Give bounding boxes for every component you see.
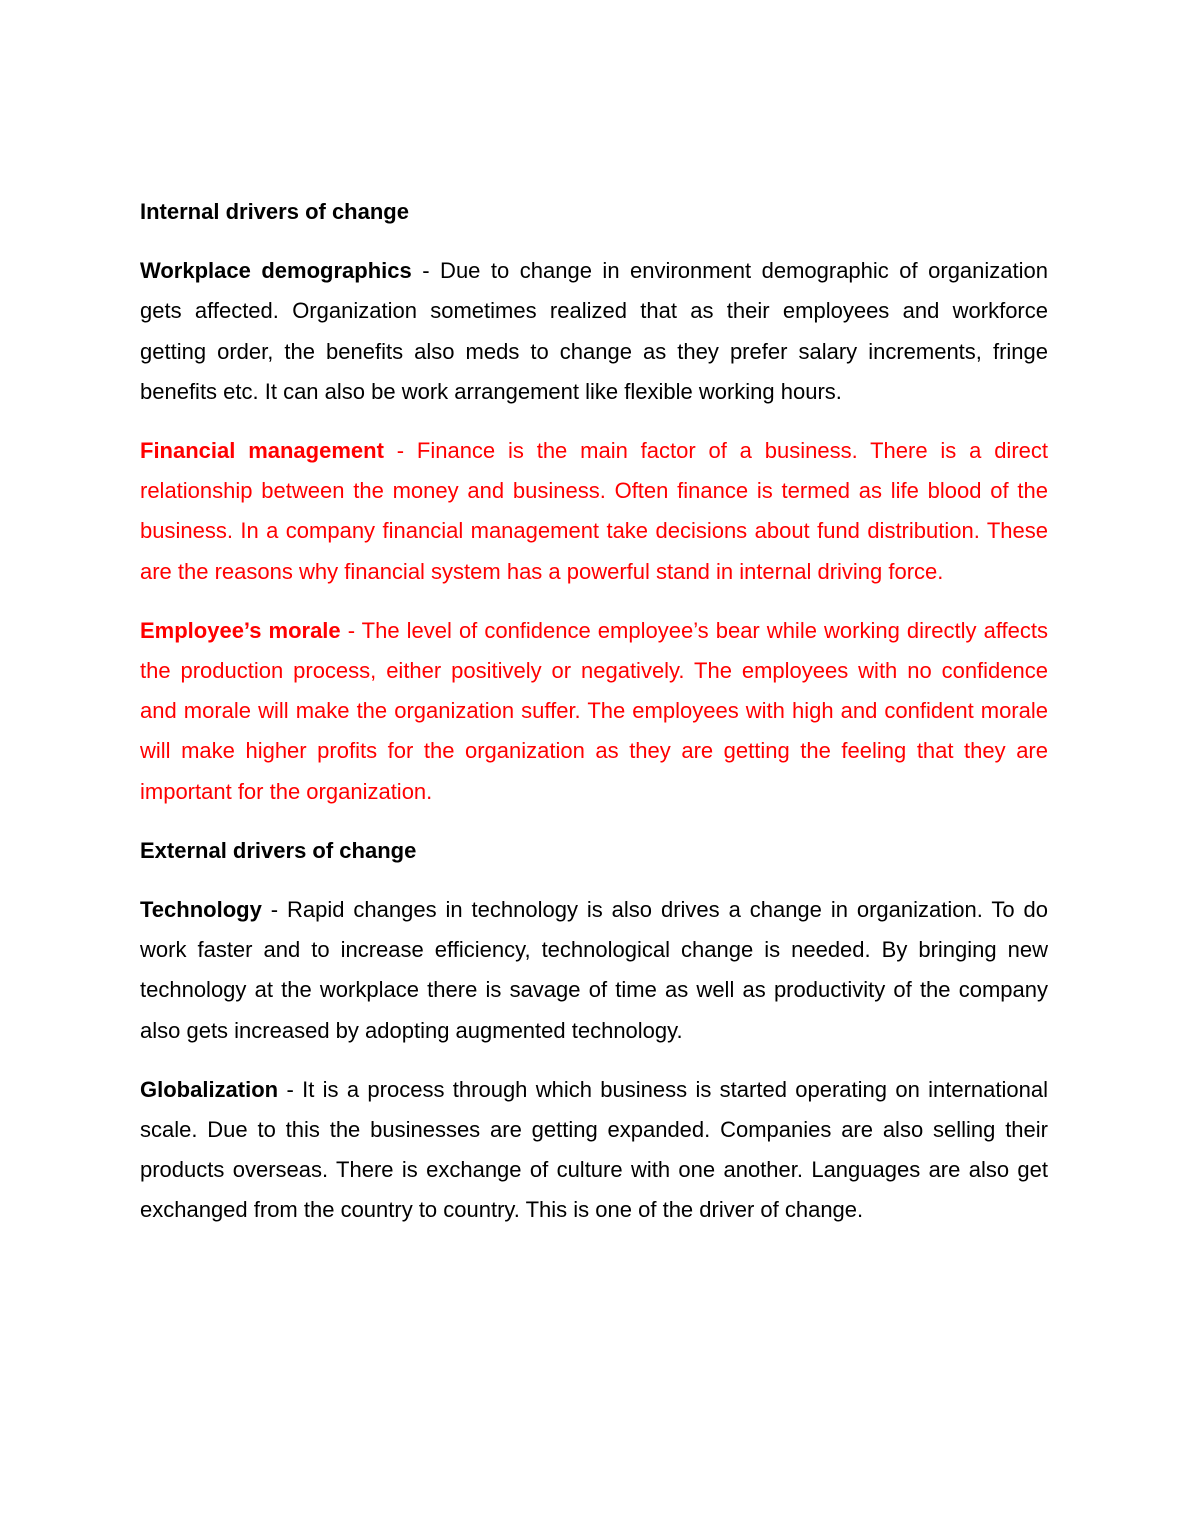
globalization-paragraph	[140, 1070, 1048, 1231]
technology-paragraph	[140, 890, 1048, 1051]
globalization-body: - It is a process through which business is started operating on international scale. Due to this the businesses are getting expanded. Companies are also selling their products overseas. There is exchange of culture with one another. Languages are also get exchanged from the country to country. This is one of the driver of change.	[140, 1076, 1048, 1223]
workplace-demographics-term: Workplace demographics	[140, 258, 412, 284]
employee-morale-paragraph	[140, 611, 1048, 812]
financial-management-paragraph	[140, 431, 1048, 592]
financial-management-body: - Finance is the main factor of a business. There is a direct relationship between the money and business. Often finance is termed as life blood of the business. In a company financial management take decisions about fund distribution. These are the reasons why financial system has a powerful stand in internal driving force.	[140, 438, 1048, 584]
technology-body: - Rapid changes in technology is also drives a change in organization. To do work faster and to increase efficiency, technological change is needed. By bringing new technology at the workplace there is savage of time as well as productivity of the company also gets increased by adopting augmented technology.	[140, 897, 1048, 1043]
financial-management-term: Financial management	[140, 438, 384, 464]
employee-morale-body: - The level of confidence employee’s bear while working directly affects the production process, either positively or negatively. The employees with no confidence and morale will make the organization suffer. The employees with high and confident morale will make higher profits for the organization as they are getting the feeling that they are important for the organization.	[140, 617, 1048, 804]
globalization-term: Globalization	[140, 1076, 279, 1102]
document-body	[140, 192, 1048, 1250]
employee-morale-term: Employee’s morale	[140, 617, 341, 643]
technology-term: Technology	[140, 897, 262, 923]
external-drivers-heading: External drivers of change	[140, 837, 417, 863]
internal-drivers-heading: Internal drivers of change	[140, 199, 409, 224]
workplace-demographics-paragraph	[140, 251, 1048, 412]
workplace-demographics-body: - Due to change in environment demographic of organization gets affected. Organization sometimes realized that as their employees and workforce getting order, the benefits also meds to change as they prefer salary increments, fringe benefits etc. It can also be work arrangement like flexible working hours.	[140, 258, 1048, 404]
